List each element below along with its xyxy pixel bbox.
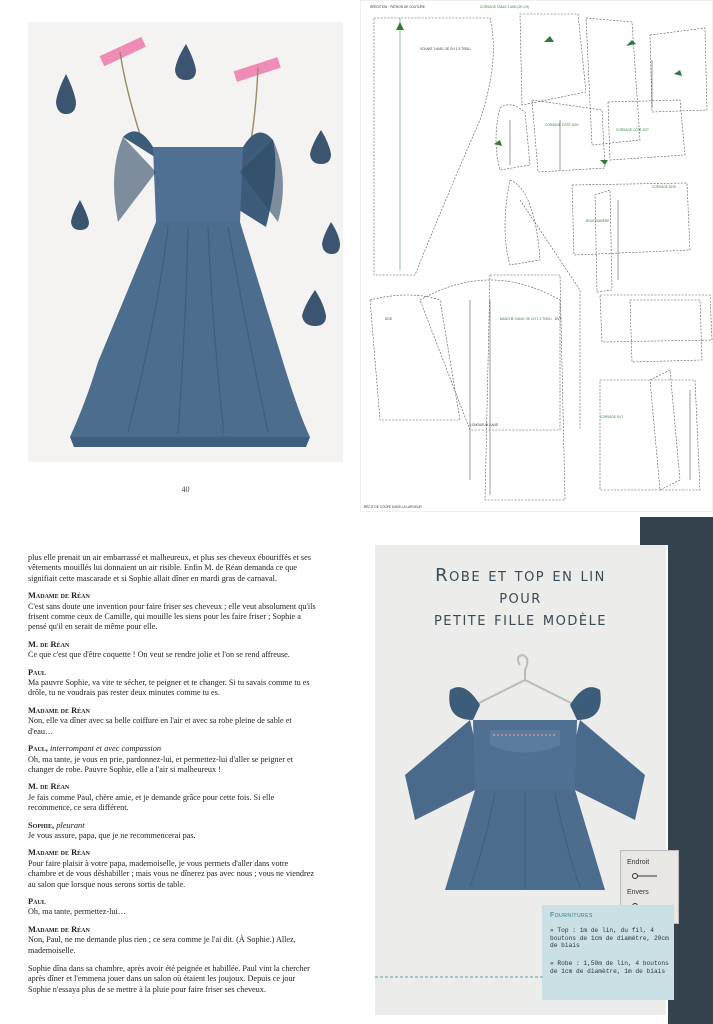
supply-item-robe: » Robe : 1,50m de lin, 4 boutons de 1cm de diamètre, 1m de biais <box>550 960 669 975</box>
dark-top-band <box>640 517 713 545</box>
speaker-name: Madame de Réan <box>28 705 90 715</box>
speaker-name: Madame de Réan <box>28 924 90 934</box>
dialogue-line: Oh, ma tante, permettez-lui… <box>28 907 126 917</box>
title-line-1: Robe et top en lin <box>435 565 606 586</box>
dialogue-line: Oh, ma tante, je vous en prie, pardonnez-lui, et permettez-lui d'aller se peigner et changer de robe. Pauvre Sophie, elle a l'air si malheureux ! <box>28 754 293 774</box>
project-title <box>375 565 666 631</box>
svg-text:CORSAGE TABLE 3 ANS (2E CH): CORSAGE TABLE 3 ANS (2E CH) <box>480 5 529 9</box>
pattern-header: RÉÉDITION · PATRON DE COUTURE <box>370 5 425 9</box>
page-number: 40 <box>181 485 190 494</box>
dark-side-band <box>668 517 713 1024</box>
svg-text:CORSAGE DOS: CORSAGE DOS <box>652 185 676 189</box>
speaker-name: Madame de Réan <box>28 591 90 601</box>
supplies-heading: Fournitures <box>550 912 593 919</box>
decorative-dotted-strip <box>375 975 543 979</box>
dialogue-line: C'est sans doute une invention pour faire friser ses cheveux ; elle veut absolument qu'ils frisent comme ceux de Camille, qui mouille les siens pour les faire friser ; Sophie a pensé qu'il en serait de même pour elle. <box>28 601 316 632</box>
legend-endroit: Endroit <box>627 859 650 866</box>
sewing-pattern-sheet <box>360 0 713 512</box>
svg-text:CORSAGE CÔTÉ DOS: CORSAGE CÔTÉ DOS <box>545 123 579 127</box>
svg-text:DVT: DVT <box>555 317 562 321</box>
speaker-name: M. de Réan <box>28 782 70 792</box>
dialogue-line: Non, Paul, ne me demande plus rien ; ce sera comme je l'ai dit. (À Sophie.) Allez, mademoiselle. <box>28 935 296 955</box>
speaker-name: Madame de Réan <box>28 848 90 858</box>
speaker-with-stage-direction: Sophie, pleurant <box>28 820 85 830</box>
speaker-name: M. de Réan <box>28 639 70 649</box>
svg-text:LONGUEUR 3 ANS: LONGUEUR 3 ANS <box>470 423 498 427</box>
supply-item-top: » Top : 1m de lin, du fil, 4 boutons de 1cm de diamètre, 20cm de biais <box>550 927 669 950</box>
svg-text:DOS: DOS <box>385 317 392 321</box>
speaker-name: Paul <box>28 667 46 677</box>
story-outro: Sophie dîna dans sa chambre, après avoir été peignée et habillée. Paul vint la chercher après dîner et l'emmena jouer dans un salon où étaient les joujoux. Depuis ce jour Sophie n'essaya plus de se mettre à la pluie pour faire friser ses cheveux. <box>28 964 310 994</box>
svg-text:VOLANT 3 ANS / 2E CH 1 X TISSU: VOLANT 3 ANS / 2E CH 1 X TISSU <box>420 47 471 51</box>
speaker-name: Paul <box>28 896 46 906</box>
legend-envers: Envers <box>627 889 649 896</box>
supplies-panel <box>542 905 674 1000</box>
svg-text:BOUTONNIÈRE: BOUTONNIÈRE <box>586 219 610 223</box>
denim-top <box>405 687 645 890</box>
speaker-with-stage-direction: Paul, interrompant et avec compassion <box>28 744 162 754</box>
pink-tape-left <box>100 37 146 66</box>
dialogue-line: Ce que c'est que d'être coquette ! On veut se rendre jolie et l'on se rend affreuse. <box>28 650 290 660</box>
dress-photo <box>28 22 343 462</box>
story-intro: plus elle prenait un air embarrassé et malheureux, et plus ses cheveux ébouriffés et ses vêtements mouillés lui donnaient un air risible. Enfin M. de Réan demanda ce que signifiait cette mascarade et si Sophie allait dîner en mardi gras de carnaval. <box>28 553 311 583</box>
pattern-footer: RÉCIT DE COUPE DANS LA LARGEUR <box>364 505 422 509</box>
dialogue-line: Non, elle va dîner avec sa belle coiffure en l'air et avec sa robe pleine de sable et d'eau… <box>28 716 292 736</box>
title-line-3: petite fille modèle <box>433 609 608 630</box>
stage-direction: pleurant <box>56 820 85 830</box>
story-text-page <box>28 553 318 995</box>
dialogue-line: Je vous assure, papa, que je ne recommencerai pas. <box>28 830 196 840</box>
stage-direction: interrompant et avec compassion <box>49 744 162 754</box>
title-line-2: pour <box>499 587 542 608</box>
svg-text:CORSAGE CÔTÉ DVT: CORSAGE CÔTÉ DVT <box>616 128 649 132</box>
dialogue-line: Ma pauvre Sophie, va vite te sécher, te peigner et te changer. Si tu savais comme tu es drôle, tu ne voudrais pas rester deux minutes comme tu es. <box>28 678 310 698</box>
svg-text:CORSAGE DVT: CORSAGE DVT <box>600 415 624 419</box>
denim-dress <box>70 131 310 447</box>
dialogue-line: Je fais comme Paul, chère amie, et je demande grâce pour cette fois. Si elle recommence, ce sera différent. <box>28 792 275 813</box>
dialogue-line: Pour faire plaisir à votre papa, mademoiselle, je vous permets d'aller dans votre chambre et de vous déshabiller ; mais vous ne dînerez pas avec nous ; vous ne viendrez au salon que lorsque nous serons sortis de table. <box>28 858 315 889</box>
svg-text:MANCHE 3 ANS / 2E CH 2 X TISSU: MANCHE 3 ANS / 2E CH 2 X TISSU <box>500 317 552 321</box>
hanger <box>465 655 585 710</box>
